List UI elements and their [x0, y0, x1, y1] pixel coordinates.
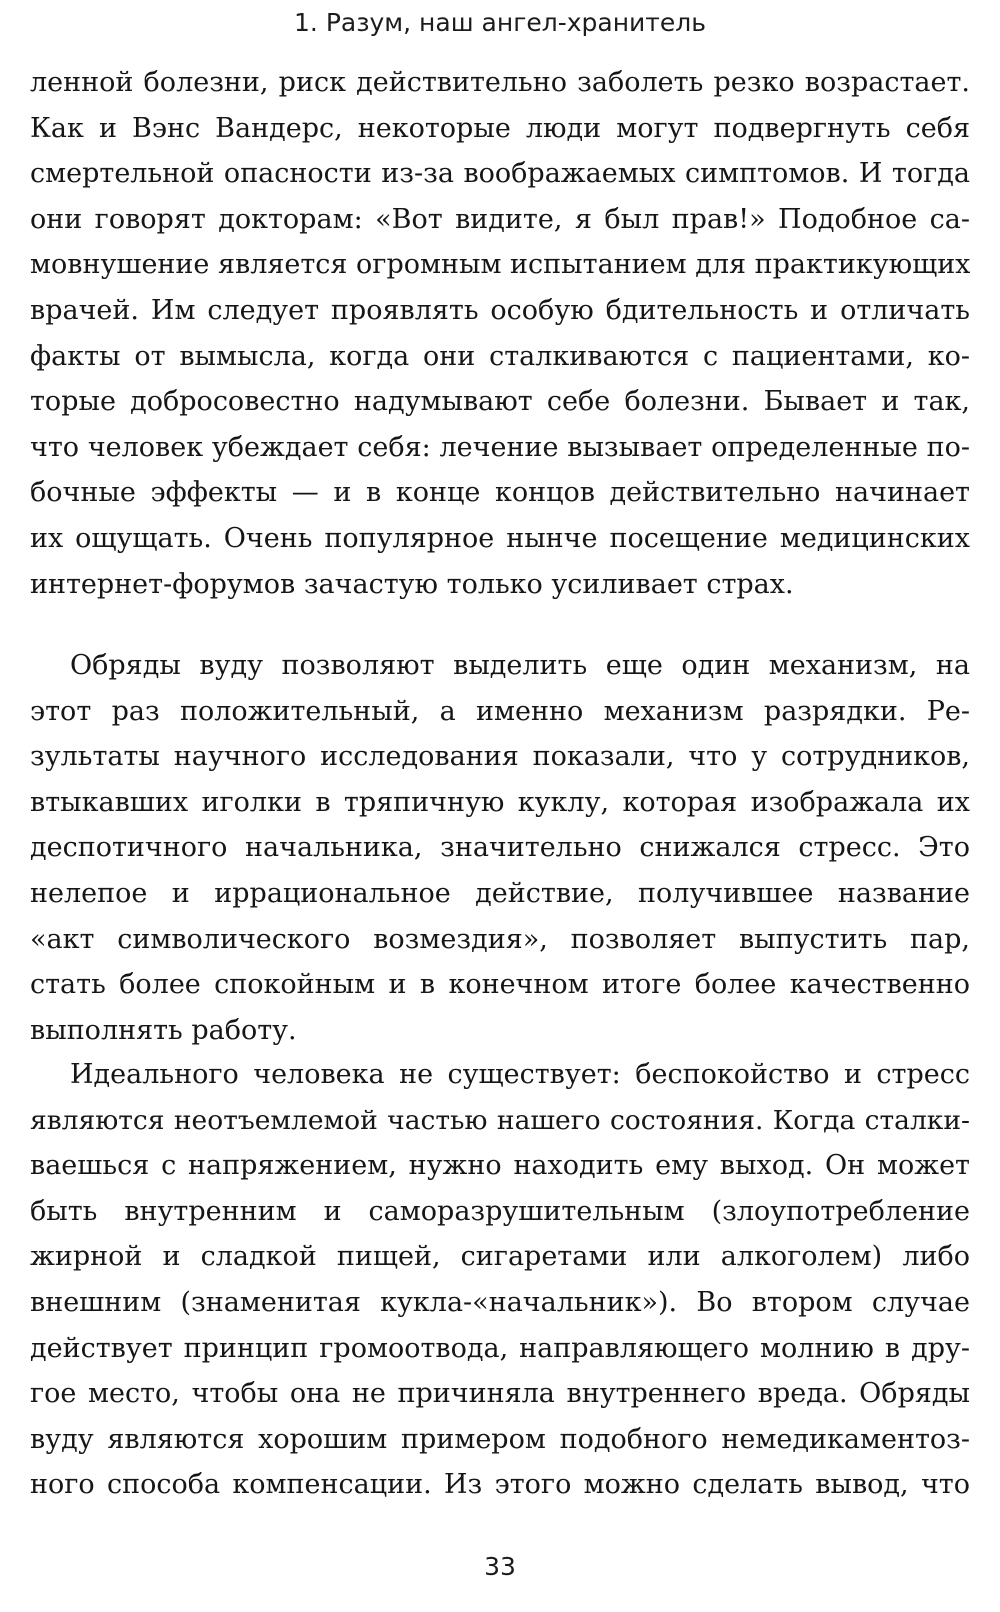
- text-line: ваешься с напряжением, нужно находить ему выход. Он может: [30, 1150, 970, 1182]
- text-line: жирной и сладкой пищей, сигаретами или алкоголем) либо: [30, 1241, 970, 1273]
- text-line: нелепое и иррациональное действие, получившее название: [30, 877, 970, 909]
- text-line: быть внутренним и саморазрушительным (злоупотребление: [30, 1195, 970, 1227]
- text-line: смертельной опасности из-за воображаемых симптомов. И тогда: [30, 158, 970, 190]
- text-line: врачей. Им следует проявлять особую бдительность и отличать: [30, 294, 970, 326]
- paragraph-continued: [30, 60, 970, 607]
- text-line: являются неотъемлемой частью нашего состояния. Когда сталки-: [30, 1104, 970, 1136]
- text-line: Обряды вуду позволяют выделить еще один механизм, на: [70, 650, 970, 681]
- text-line: мовнушение является огромным испытанием для практикующих: [30, 249, 971, 281]
- text-line: вуду являются хорошим примером подобного немедикаментоз-: [30, 1423, 970, 1455]
- text-line: выполнять работу.: [30, 1014, 297, 1046]
- text-line: стать более спокойным и в конечном итоге более качественно: [30, 969, 970, 1001]
- text-line: что человек убеждает себя: лечение вызывает определенные по-: [30, 431, 970, 463]
- text-line: интернет-форумов зачастую только усиливает страх.: [30, 568, 794, 600]
- text-line: факты от вымысла, когда они сталкиваются с пациентами, ко-: [30, 340, 970, 372]
- text-line: действует принцип громоотвода, направляющего молнию в дру-: [30, 1332, 970, 1364]
- running-header: 1. Разум, наш ангел-хранитель: [294, 8, 706, 37]
- text-line: ленной болезни, риск действительно заболеть резко возрастает.: [30, 67, 970, 98]
- text-line: они говорят докторам: «Вот видите, я был прав!» Подобное са-: [30, 203, 970, 235]
- paragraph-voodoo-release: [30, 643, 970, 1053]
- text-line: Как и Вэнс Вандерс, некоторые люди могут подвергнуть себя: [30, 112, 970, 144]
- text-line: ного способа компенсации. Из этого можно сделать вывод, что: [30, 1469, 970, 1501]
- text-line: бочные эффекты — и в конце концов действительно начинает: [30, 477, 970, 509]
- text-line: внешним (знаменитая кукла-«начальник»). Во втором случае: [30, 1286, 970, 1318]
- paragraph-ideal-person: [30, 1052, 970, 1508]
- text-line: зультаты научного исследования показали, что у сотрудников,: [30, 741, 970, 773]
- text-line: торые добросовестно надумывают себе болезни. Бывает и так,: [30, 386, 970, 418]
- text-line: этот раз положительный, а именно механизм разрядки. Ре-: [30, 695, 970, 727]
- text-line: деспотичного начальника, значительно снижался стресс. Это: [30, 832, 970, 864]
- text-line: гое место, чтобы она не причиняла внутреннего вреда. Обряды: [30, 1378, 970, 1410]
- text-line: втыкавших иголки в тряпичную куклу, которая изображала их: [30, 786, 970, 818]
- page-number: 33: [484, 1552, 516, 1581]
- text-line: «акт символического возмездия», позволяет выпустить пар,: [30, 923, 970, 955]
- text-line: Идеального человека не существует: беспокойство и стресс: [70, 1059, 970, 1090]
- text-line: их ощущать. Очень популярное нынче посещение медицинских: [30, 522, 970, 554]
